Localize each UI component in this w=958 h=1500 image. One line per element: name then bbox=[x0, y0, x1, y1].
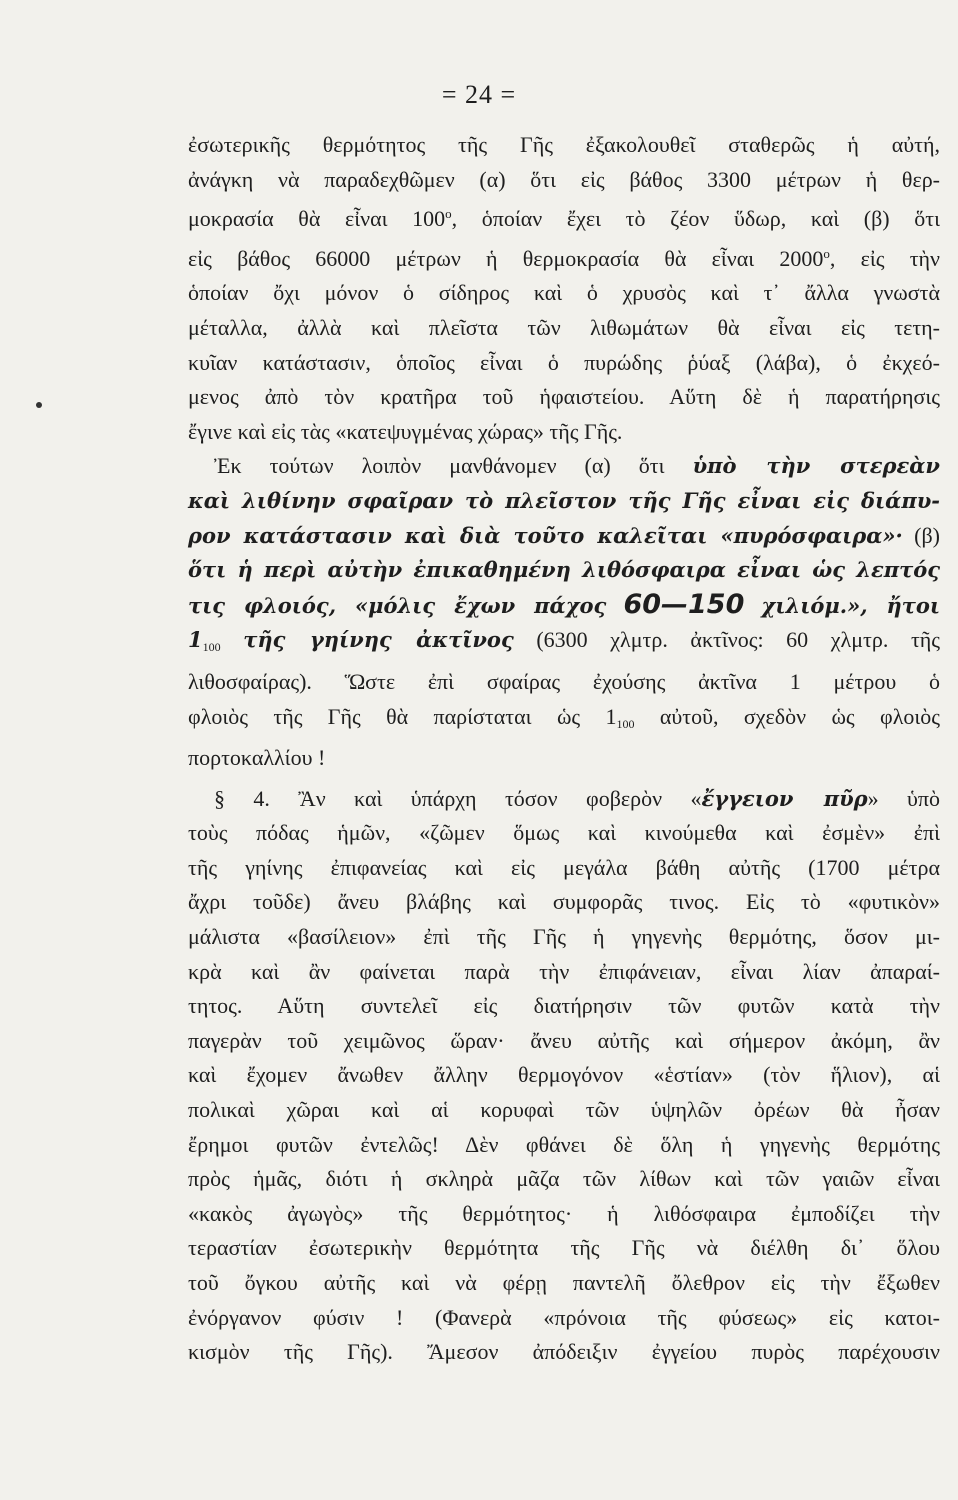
text-line: πολικαὶ χῶραι καὶ αἱ κορυφαὶ τῶν ὑψηλῶν ὀρέων θὰ ἦσαν bbox=[188, 1097, 940, 1123]
text-line bbox=[188, 519, 940, 554]
text-line: καὶ ἔχομεν ἄνωθεν ἄλλην θερμογόνον «ἑστίαν» (τὸν ἥλιον), αἱ bbox=[188, 1062, 940, 1088]
text-segment: (6300 χλμτρ. ἀκτῖνος: 60 χλμτρ. τῆς bbox=[536, 627, 941, 653]
emphasis-text: τῆς γηίνης ἀκτῖνος bbox=[243, 627, 514, 653]
emphasis-text: τις φλοιός, «μόλις ἔχων πάχος bbox=[188, 592, 607, 618]
degree-sign: o bbox=[823, 245, 830, 261]
text-line: τῆς γηίνης ἐπιφανείας καὶ εἰς μεγάλα βάθη αὐτῆς (1700 μέτρα bbox=[188, 854, 940, 880]
text-line: μάλιστα «βασίλειον» ἐπὶ τῆς Γῆς ἡ γηγενὴς θερμότης, ὅσον μι- bbox=[188, 924, 940, 950]
text-line: ὁποίαν ὄχι μόνον ὁ σίδηρος καὶ ὁ χρυσὸς καὶ τ᾿ ἄλλα γνωστὰ bbox=[188, 280, 940, 306]
text-segment: φλοιὸς τῆς Γῆς θὰ παρίσταται ὡς 1 bbox=[188, 703, 617, 729]
text-line: πορτοκαλλίου ! bbox=[188, 745, 326, 771]
text-line: τοὺς πόδας ἡμῶν, «ζῶμεν ὅμως καὶ κινούμεθα καὶ ἐσμὲν» ἐπὶ bbox=[188, 820, 940, 846]
text-segment: (β) bbox=[914, 522, 941, 548]
page-body bbox=[188, 128, 940, 1370]
text-line bbox=[188, 700, 940, 742]
text-line: ἀνάγκη νὰ παραδεχθῶμεν (α) ὅτι εἰς βάθος 3300 μέτρων ἡ θερ- bbox=[188, 166, 940, 192]
text-line: ἐσωτερικῆς θερμότητος τῆς Γῆς ἐξακολουθεῖ σταθερῶς ἡ αὐτή, bbox=[188, 132, 940, 157]
text-line: τητος. Αὕτη συντελεῖ εἰς διατήρησιν τῶν φυτῶν κατὰ τὴν bbox=[188, 993, 940, 1019]
text-line: ἔρημοι φυτῶν ἐντελῶς! Δὲν φθάνει δὲ ὅλη ἡ γηγενὴς θερμότης bbox=[188, 1131, 940, 1157]
text-line bbox=[188, 197, 940, 237]
text-line: λιθοσφαίρας). Ὥστε ἐπὶ σφαίρας ἐχούσης ἀκτῖνα 1 μέτρου ὁ bbox=[188, 668, 940, 694]
emphasis-text: ὑπὸ τὴν στερεὰν bbox=[692, 453, 940, 479]
page-number: = 24 = bbox=[441, 80, 517, 109]
text-line: τεραστίαν ἐσωτερικὴν θερμότητα τῆς Γῆς νὰ διέλθη δι᾿ ὅλου bbox=[188, 1235, 940, 1261]
margin-dot-mark bbox=[36, 402, 42, 408]
text-line: «κακὸς ἀγωγὸς» τῆς θερμότητος· ἡ λιθόσφαιρα ἐμποδίζει τὴν bbox=[188, 1200, 940, 1226]
text-segment: » ὑπὸ bbox=[867, 785, 941, 811]
text-segment: Ἐκ τούτων λοιπὸν μανθάνομεν (α) ὅτι bbox=[214, 453, 665, 479]
text-line: τοῦ ὄγκου αὐτῆς καὶ νὰ φέρῃ παντελῆ ὄλεθρον εἰς τὴν ἔξωθεν bbox=[188, 1270, 940, 1295]
text-line: ἄχρι τοῦδε) ἄνευ βλάβης καὶ συμφορᾶς τινος. Εἰς τὸ «φυτικὸν» bbox=[188, 889, 940, 915]
text-segment: αὐτοῦ, σχεδὸν ὡς φλοιὸς bbox=[659, 703, 941, 729]
text-line: κισμὸν τῆς Γῆς). Ἄμεσον ἀπόδειξιν ἐγγείου πυρὸς παρέχουσιν bbox=[188, 1339, 940, 1365]
text-segment: § 4. Ἂν καὶ ὑπάρχη τόσον φοβερὸν « bbox=[214, 785, 702, 811]
emphasis-line: ὅτι ἡ περὶ αὐτὴν ἐπικαθημένη λιθόσφαιρα εἶναι ὡς λεπτός bbox=[188, 557, 940, 583]
emphasis-line: καὶ λιθίνην σφαῖραν τὸ πλεῖστον τῆς Γῆς εἶναι εἰς διάπυ- bbox=[188, 487, 940, 513]
text-line: κρὰ καὶ ἂν φαίνεται παρὰ τὴν ἐπιφάνειαν, εἶναι λίαν ἀπαραί- bbox=[188, 958, 940, 984]
fraction-denominator: 100 bbox=[616, 716, 635, 731]
text-line: ἔγινε καὶ εἰς τὰς «κατεψυγμένας χώρας» τῆς Γῆς. bbox=[188, 418, 623, 444]
text-line: πρὸς ἡμᾶς, διότι ἡ σκληρὰ μᾶζα τῶν λίθων καὶ τῶν γαιῶν εἶναι bbox=[188, 1166, 940, 1192]
text-line bbox=[188, 588, 940, 624]
text-line: παγερὰν τοῦ χειμῶνος ὥραν· ἄνευ αὐτῆς καὶ σήμερον ἀκόμη, ἂν bbox=[188, 1027, 940, 1053]
thickness-range: 60—150 bbox=[623, 588, 745, 620]
text-line: μέταλλα, ἀλλὰ καὶ πλεῖστα τῶν λιθωμάτων θὰ εἶναι εἰς τετη- bbox=[188, 314, 940, 340]
section-heading-line bbox=[188, 782, 940, 817]
text-segment: , εἰς τὴν bbox=[829, 245, 940, 271]
emphasis-text: ἔγγειον πῦρ bbox=[701, 785, 868, 811]
text-line bbox=[188, 237, 940, 277]
text-line: κυῖαν κατάστασιν, ὁποῖος εἶναι ὁ πυρώδης ῥύαξ (λάβα), ὁ ἐκχεό- bbox=[188, 349, 940, 375]
text-line bbox=[188, 623, 940, 665]
emphasis-text: ρον κατάστασιν καὶ διὰ τοῦτο καλεῖται «πυρόσφαιρα»· bbox=[188, 522, 903, 548]
text-segment: μοκρασία θὰ εἶναι 100 bbox=[188, 206, 446, 232]
fraction-numerator: 1 bbox=[188, 627, 203, 653]
text-line: μενος ἀπὸ τὸν κρατῆρα τοῦ ἡφαιστείου. Αὕτη δὲ ἡ παρατήρησις bbox=[188, 384, 940, 410]
emphasis-text: χιλιόμ.», ἤτοι bbox=[761, 592, 941, 618]
text-segment: εἰς βάθος 66000 μέτρων ἡ θερμοκρασία θὰ εἶναι 2000 bbox=[188, 245, 824, 271]
text-line bbox=[188, 449, 940, 484]
text-line: ἐνόργανον φύσιν ! (Φανερὰ «πρόνοια τῆς φύσεως» εἰς κατοι- bbox=[188, 1304, 940, 1330]
fraction-denominator: 100 bbox=[202, 640, 221, 655]
text-segment: , ὁποίαν ἔχει τὸ ζέον ὕδωρ, καὶ (β) ὅτι bbox=[451, 206, 940, 232]
degree-sign: o bbox=[445, 206, 452, 222]
